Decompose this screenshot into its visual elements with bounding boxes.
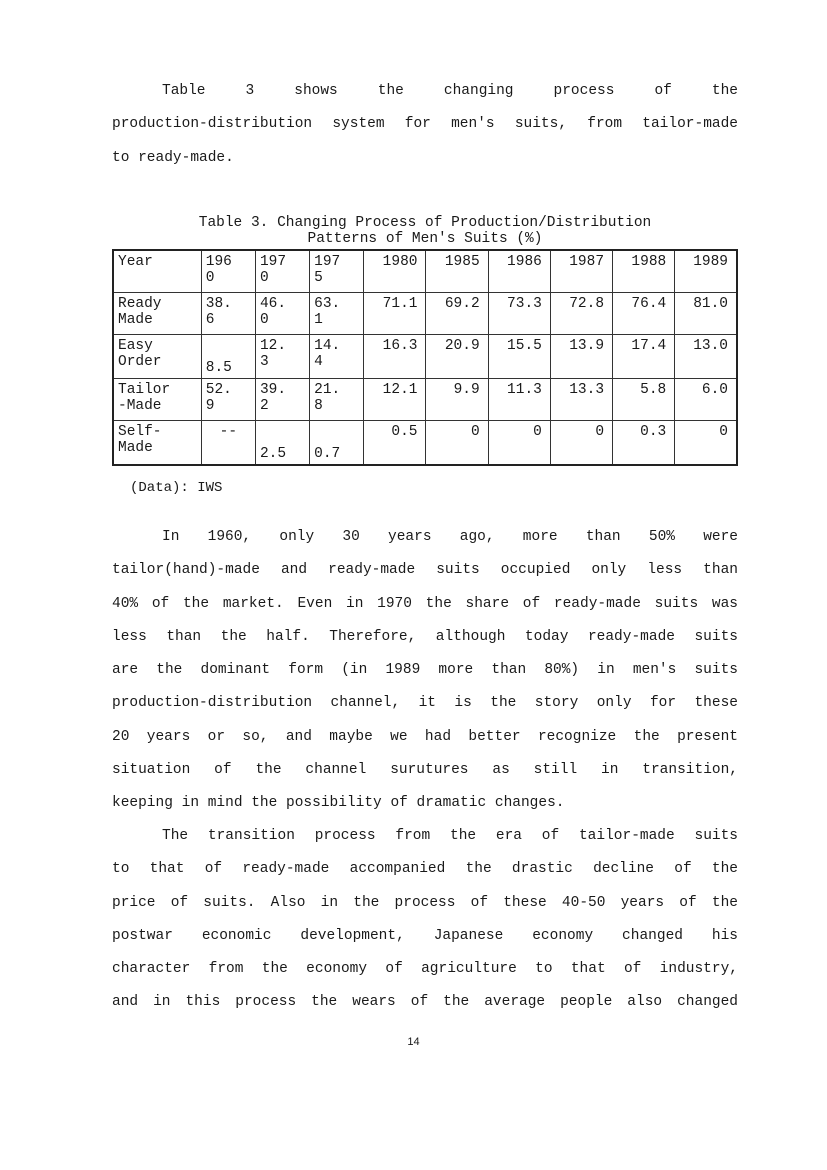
table-cell: 72.8 xyxy=(550,293,612,335)
table-row xyxy=(113,335,737,379)
table-cell: 1985 xyxy=(426,250,488,293)
table-cell: 12. 3 xyxy=(255,335,309,379)
row-header: Ready Made xyxy=(113,293,201,335)
table-cell: 0 xyxy=(426,421,488,466)
table-cell: 63. 1 xyxy=(310,293,364,335)
table-cell: 52. 9 xyxy=(201,379,255,421)
table-cell: 13.9 xyxy=(550,335,612,379)
table-cell: 2.5 xyxy=(255,421,309,466)
table-row xyxy=(113,250,737,293)
table-caption xyxy=(112,215,738,247)
table-cell: 16.3 xyxy=(364,335,426,379)
table-cell: 0.5 xyxy=(364,421,426,466)
row-header: Year xyxy=(113,250,201,293)
text-line: and in this process the wears of the average people also changed xyxy=(112,994,738,1011)
table-cell: 0 xyxy=(675,421,737,466)
text-line: The transition process from the era of tailor-made suits xyxy=(162,828,738,844)
table-cell: 1986 xyxy=(488,250,550,293)
suits-table xyxy=(112,249,738,466)
table-cell: 73.3 xyxy=(488,293,550,335)
text-line: postwar economic development, Japanese economy changed his xyxy=(112,927,738,944)
table-cell: 13.0 xyxy=(675,335,737,379)
table-cell: 13.3 xyxy=(550,379,612,421)
table-cell: 20.9 xyxy=(426,335,488,379)
table-cell: 46. 0 xyxy=(255,293,309,335)
table-cell: 17.4 xyxy=(613,335,675,379)
page-number: 14 xyxy=(407,1036,420,1048)
table-cell: 1987 xyxy=(550,250,612,293)
table-cell: 76.4 xyxy=(613,293,675,335)
table-cell: 197 0 xyxy=(255,250,309,293)
table-cell: 196 0 xyxy=(201,250,255,293)
table-cell: 71.1 xyxy=(364,293,426,335)
table-cell: 38. 6 xyxy=(201,293,255,335)
table-row xyxy=(113,293,737,335)
table-cell: 0.7 xyxy=(310,421,364,466)
table-source: (Data): IWS xyxy=(130,480,223,496)
row-header: Self- Made xyxy=(113,421,201,466)
text-line: production-distribution system for men's suits, from tailor-made xyxy=(112,116,738,133)
text-line: to that of ready-made accompanied the drastic decline of the xyxy=(112,861,738,878)
table-cell: 39. 2 xyxy=(255,379,309,421)
text-line: are the dominant form (in 1989 more than 80%) in men's suits xyxy=(112,662,738,679)
table-cell: 1980 xyxy=(364,250,426,293)
text-line: price of suits. Also in the process of these 40-50 years of the xyxy=(112,894,738,911)
table-cell: 81.0 xyxy=(675,293,737,335)
table-cell: 1989 xyxy=(675,250,737,293)
table-cell: 8.5 xyxy=(201,335,255,379)
text-line: keeping in mind the possibility of dramatic changes. xyxy=(112,795,565,812)
text-line: tailor(hand)-made and ready-made suits occupied only less than xyxy=(112,562,738,579)
table-cell: 5.8 xyxy=(613,379,675,421)
text-line: 20 years or so, and maybe we had better recognize the present xyxy=(112,728,738,745)
body-paragraph-2 xyxy=(112,820,738,1020)
text-line: In 1960, only 30 years ago, more than 50% were xyxy=(162,529,738,545)
text-line: character from the economy of agriculture to that of industry, xyxy=(112,961,738,978)
table-cell: 11.3 xyxy=(488,379,550,421)
table-cell: 15.5 xyxy=(488,335,550,379)
table-cell: 14. 4 xyxy=(310,335,364,379)
table-row xyxy=(113,379,737,421)
table-caption-line: Patterns of Men's Suits (%) xyxy=(307,231,543,247)
text-line: Table 3 shows the changing process of the xyxy=(162,83,738,99)
text-line: situation of the channel surutures as still in transition, xyxy=(112,762,738,779)
table-cell: -- xyxy=(201,421,255,466)
table-cell: 0 xyxy=(550,421,612,466)
text-line: 40% of the market. Even in 1970 the share of ready-made suits was xyxy=(112,595,738,612)
intro-paragraph xyxy=(112,75,738,175)
text-line: to ready-made. xyxy=(112,149,234,166)
text-line: less than the half. Therefore, although today ready-made suits xyxy=(112,628,738,645)
table-cell: 69.2 xyxy=(426,293,488,335)
table-cell: 9.9 xyxy=(426,379,488,421)
table-cell: 0.3 xyxy=(613,421,675,466)
table-row xyxy=(113,421,737,466)
table-cell: 21. 8 xyxy=(310,379,364,421)
body-paragraph-1 xyxy=(112,521,738,821)
table-cell: 12.1 xyxy=(364,379,426,421)
table-cell: 6.0 xyxy=(675,379,737,421)
row-header: Easy Order xyxy=(113,335,201,379)
table-caption-line: Table 3. Changing Process of Production/Distribution xyxy=(198,215,652,231)
table-cell: 0 xyxy=(488,421,550,466)
table-cell: 1988 xyxy=(613,250,675,293)
text-line: production-distribution channel, it is the story only for these xyxy=(112,695,738,712)
row-header: Tailor -Made xyxy=(113,379,201,421)
table-cell: 197 5 xyxy=(310,250,364,293)
